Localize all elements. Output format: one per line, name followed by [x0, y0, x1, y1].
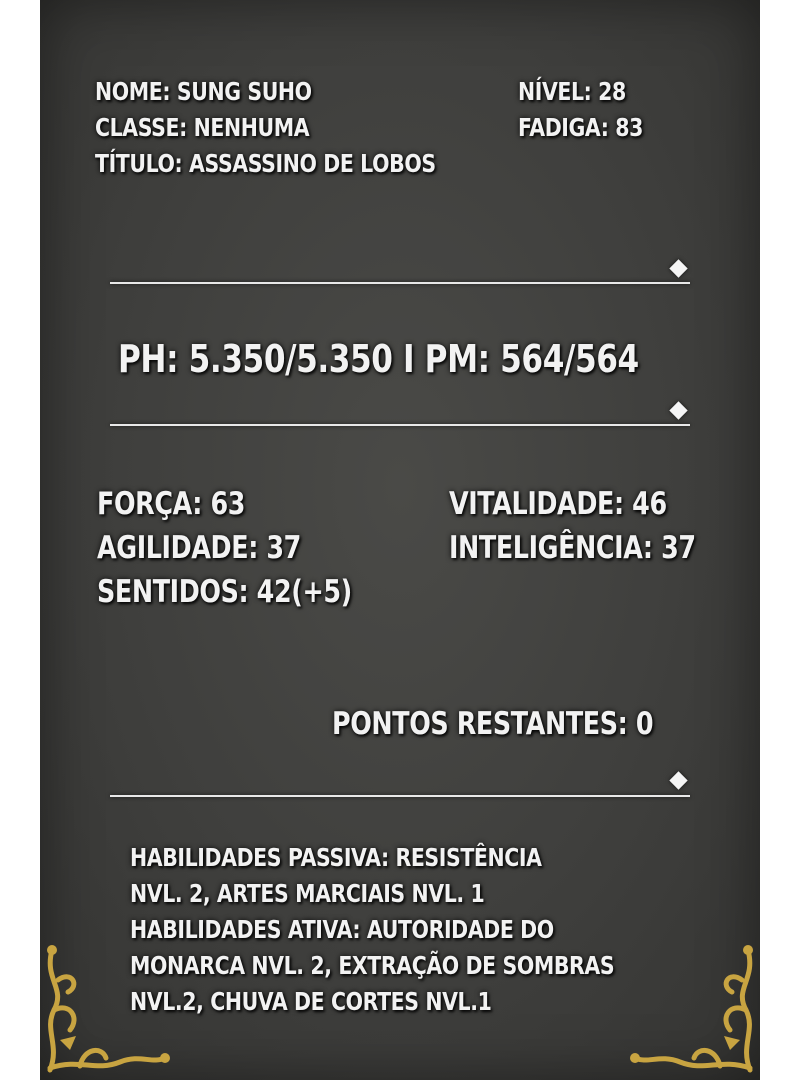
stat-senses: SENTIDOS: 42(+5) [97, 574, 352, 610]
skill-line: MONARCA NVL. 2, EXTRAÇÃO DE SOMBRAS [130, 951, 615, 980]
stat-vitality: VITALIDADE: 46 [449, 486, 667, 522]
player-class: CLASSE: NENHUMA [95, 113, 310, 142]
stat-strength: FORÇA: 63 [97, 486, 246, 522]
corner-ornament-icon [630, 940, 760, 1080]
diamond-icon [669, 401, 687, 419]
hp-mp-readout: PH: 5.350/5.350 I PM: 564/564 [118, 337, 639, 381]
player-fatigue: FADIGA: 83 [518, 113, 643, 142]
player-title: TÍTULO: ASSASSINO DE LOBOS [95, 149, 436, 178]
skill-line: NVL. 2, ARTES MARCIAIS NVL. 1 [130, 879, 485, 908]
corner-ornament-icon [40, 940, 170, 1080]
diamond-icon [669, 771, 687, 789]
stat-agility: AGILIDADE: 37 [97, 530, 301, 566]
divider-line [110, 424, 690, 426]
remaining-points: PONTOS RESTANTES: 0 [332, 706, 654, 742]
player-level: NÍVEL: 28 [518, 77, 626, 106]
player-name: NOME: SUNG SUHO [95, 77, 312, 106]
skill-line: HABILIDADES ATIVA: AUTORIDADE DO [130, 915, 554, 944]
skill-line: NVL.2, CHUVA DE CORTES NVL.1 [130, 987, 492, 1016]
stat-intelligence: INTELIGÊNCIA: 37 [449, 530, 696, 566]
divider-line [110, 795, 690, 797]
diamond-icon [669, 259, 687, 277]
status-window [40, 0, 760, 1080]
skill-line: HABILIDADES PASSIVA: RESISTÊNCIA [130, 843, 542, 872]
divider-line [110, 282, 690, 284]
